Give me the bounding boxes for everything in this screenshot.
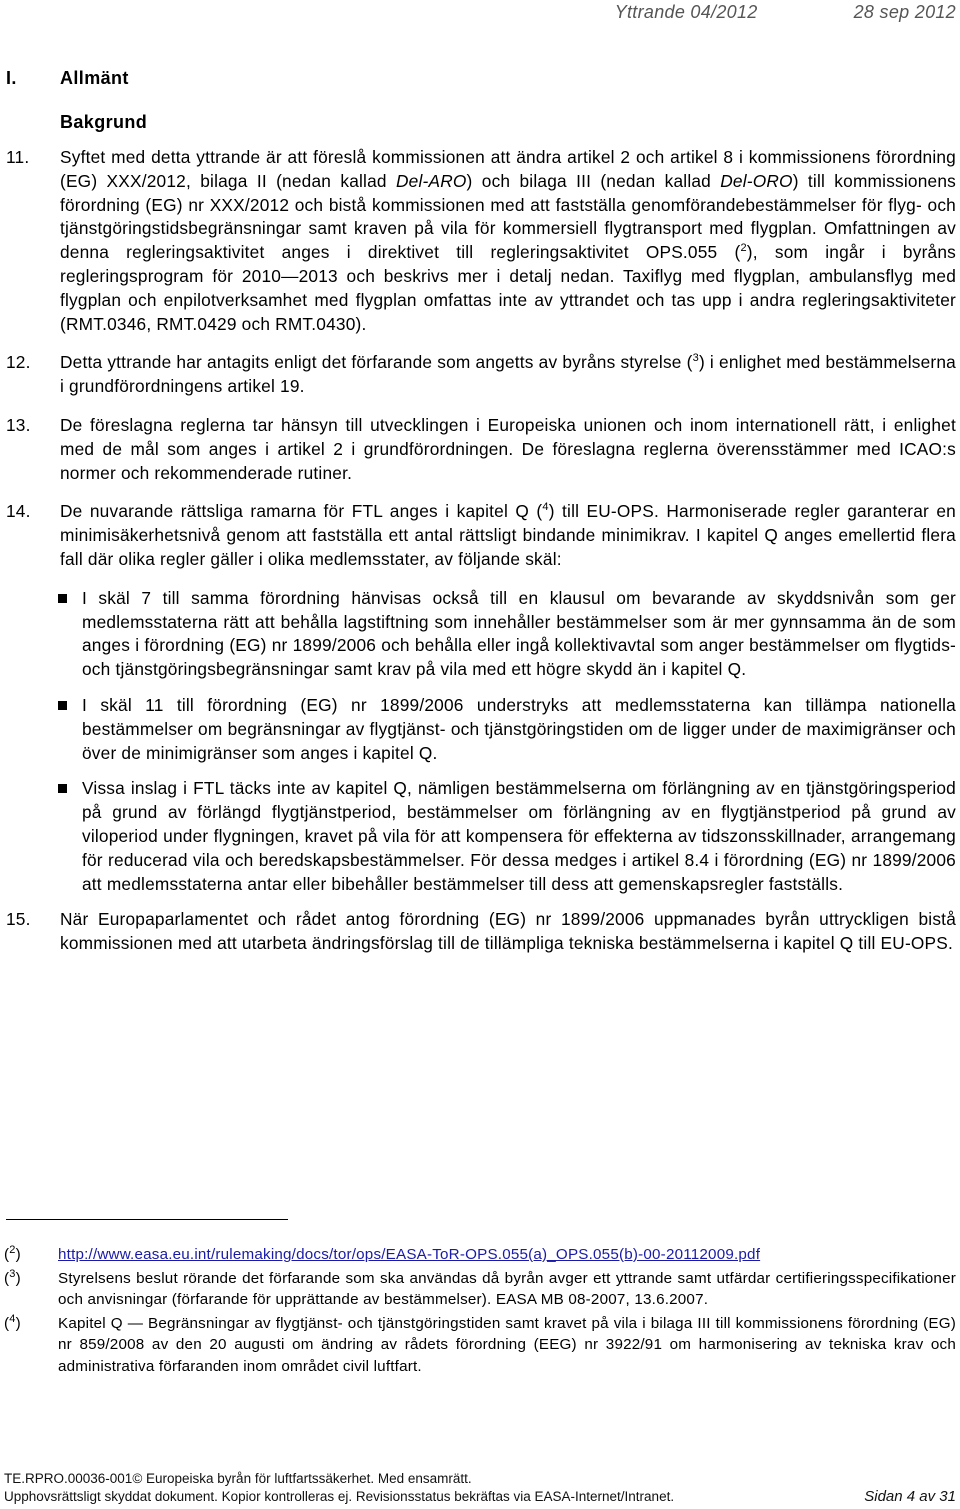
- list-item-text: Vissa inslag i FTL täcks inte av kapitel Q, nämligen bestämmelserna om förlängning av en tjänstgöringsperiod på grund av förlängd flygtjänstperiod, bestämmelser om förlängning av en flygtjänstperiod på grund av viloperiod under flygningen, kravet på vila för att kompensera för effekterna av tidszonsskillnader, arrangemang för reducerad vila och beredskapsbestämmelser. För dessa medges i artikel 8.4 i förordning (EG) nr 1899/2006 att medlemsstaterna antar eller bibehåller bestämmelser till dess att gemenskapsregler fastställs.: [82, 778, 956, 894]
- subsection-heading: Bakgrund: [60, 112, 148, 132]
- page-header: [400, 2, 956, 28]
- text-run: ) och bilaga III (nedan kallad: [466, 170, 721, 191]
- text-run: När Europaparlamentet och rådet antog förordning (EG) nr 1899/2006 uppmanades byrån uttryckligen bistå kommissionen med att utarbeta ändringsförslag till de tillämpliga tekniska bestämmelserna i kapitel Q till EU-OPS.: [60, 909, 956, 954]
- bullet-square-icon: [58, 694, 82, 765]
- footnote-number: ($^2$): [4, 1243, 21, 1263]
- footnote-number: ($^4$): [4, 1312, 21, 1332]
- text-run: De nuvarande rättsliga ramarna för FTL anges i kapitel Q (: [60, 501, 543, 522]
- footnote-text: Styrelsens beslut rörande det förfarande som ska användas då byrån avger ett yttrande samt utfärdar certifieringsspecifikationer och anvisningar (förfarande för upprättande av bestämmelser). EASA MB 08-2007, 13.6.2007.: [58, 1269, 956, 1308]
- list-item-text: I skäl 11 till förordning (EG) nr 1899/2006 understryks att medlemsstaterna kan tillämpa nationella bestämmelser om begränsningar av flygtjänst- och tjänstgöringstiden om de ligger under de maximigränser och över de minimigränser som anges i kapitel Q.: [82, 694, 956, 763]
- document-number: Yttrande 04/2012: [614, 2, 758, 22]
- text-run: Detta yttrande har antagits enligt det förfarande som angetts av byråns styrelse (: [60, 352, 693, 373]
- footnote-text: [58, 1244, 956, 1266]
- italic-term: Del-ARO: [396, 170, 467, 191]
- page-number: Sidan 4 av 31: [864, 1488, 956, 1505]
- list-item: [58, 777, 956, 896]
- list-item: [58, 694, 956, 765]
- paragraph-text: [60, 500, 956, 571]
- document-body: [4, 146, 956, 971]
- footnote-ref[interactable]: 4: [542, 501, 549, 514]
- footnote-divider: [6, 1219, 288, 1220]
- list-item-text: I skäl 7 till samma förordning hänvisas också till en klausul om bevarande av skyddsnivån som ger medlemsstaterna rätt att behålla lagstiftning som innehåller bestämmelser som är mer gynnsamma än de som anges i förordning (EG) nr 1899/2006 och behålla eller ingå kollektivavtal som anger bestämmelser om flygtids- och tjänstgöringsbegränsningar samt krav på vila med ett högre skydd än i kapitel Q.: [82, 587, 956, 680]
- bullet-square-icon: [58, 587, 82, 682]
- footnote-ref[interactable]: 2: [740, 242, 747, 255]
- document-status-line: Upphovsrättsligt skyddat dokument. Kopior kontrolleras ej. Revisionsstatus bekräftas via EASA-Internet/Intranet.: [4, 1489, 675, 1504]
- bullet-list: [58, 587, 956, 897]
- footnote-number: ($^3$): [4, 1267, 21, 1287]
- footnote-number-value: 3: [9, 1267, 16, 1280]
- paragraph-text: [60, 351, 956, 399]
- footnotes: [4, 1244, 956, 1379]
- paragraph-text: [60, 146, 956, 336]
- footnote-number-value: 4: [9, 1312, 16, 1325]
- footnote: [4, 1268, 956, 1311]
- text-run: ) till kommissionens förordning (EG) nr XXX/2012 och bistå kommissionen med att fastställa genomförandebestämmelser för flyg- och tjänstgöringstidsbegränsningar samt kraven på vila för kommersiell flygtransport med flygplan. Omfattningen av denna regleringsaktivitet anges i direktivet till regleringsaktivitet OPS.055 (: [60, 170, 956, 263]
- footnote-link[interactable]: http://www.easa.eu.int/rulemaking/docs/tor/ops/EASA-ToR-OPS.055(a)_OPS.055(b)-00-20112009.pdf: [58, 1246, 761, 1263]
- page-footer: [4, 1470, 956, 1506]
- text-run: ) till EU-OPS. Harmoniserade regler garanterar en minimisäkerhetsnivå genom att fastställa ett antal rättsligt bindande minimikrav. I kapitel Q anges emellertid flera fall där olika regler gäller i olika medlemsstater, av följande skäl:: [60, 501, 956, 569]
- footnote-number-value: 2: [9, 1243, 16, 1256]
- paragraph-14: [4, 500, 956, 571]
- document-date: 28 sep 2012: [853, 2, 956, 22]
- copyright-line: TE.RPRO.00036-001© Europeiska byrån för luftfartssäkerhet. Med ensamrätt.: [4, 1471, 472, 1486]
- footnote-ref[interactable]: 3: [692, 352, 699, 365]
- footnote: [4, 1244, 956, 1266]
- paragraph-15: [4, 908, 956, 956]
- text-run: ), som ingår i byråns regleringsprogram för 2010—2013 och beskrivs mer i detalj nedan. Taxiflyg med flygplan, ambulansflyg med flygplan och enpilotverksamhet med flygplan omfattas inte av yttrandet och tas upp i andra regleringsaktiviteter (RMT.0346, RMT.0429 och RMT.0430).: [60, 242, 957, 334]
- paragraph-number: 11.: [6, 147, 30, 167]
- bullet-square-icon: [58, 777, 82, 896]
- footnote: [4, 1313, 956, 1378]
- text-run: ) i enlighet med bestämmelserna i grundförordningens artikel 19.: [60, 352, 956, 397]
- paragraph-11: [4, 146, 956, 336]
- paragraph-13: [4, 414, 956, 485]
- paragraph-12: [4, 351, 956, 399]
- list-item: [58, 587, 956, 682]
- paragraph-number: 12.: [6, 352, 31, 373]
- paragraph-number: 15.: [6, 909, 31, 930]
- section-heading: [6, 68, 129, 89]
- text-run: Syftet med detta yttrande är att föreslå kommissionen att ändra artikel 2 och artikel 8 i kommissionens förordning (EG) XXX/2012, bilaga II (nedan kallad: [60, 147, 956, 191]
- italic-term: Del-ORO: [720, 170, 793, 191]
- paragraph-number: 13.: [6, 414, 31, 435]
- section-title: Allmänt: [60, 68, 129, 88]
- paragraph-number: 14.: [6, 501, 31, 522]
- paragraph-text: [60, 414, 956, 485]
- section-number: I.: [6, 68, 17, 88]
- footnote-text: Kapitel Q — Begränsningar av flygtjänst- och tjänstgöringstiden samt kravet på vila i bilaga III till kommissionens förordning (EG) nr 859/2008 av den 20 augusti om ändring av rådets förordning (EEG) nr 3922/91 om harmonisering av tekniska krav och administrativa förfaranden inom området civil luftfart.: [58, 1314, 956, 1375]
- text-run: De föreslagna reglerna tar hänsyn till utvecklingen i Europeiska unionen och inom internationell rätt, i enlighet med de mål som anges i artikel 2 i grundförordningen. De föreslagna reglerna överensstämmer med ICAO:s normer och rekommenderade rutiner.: [60, 414, 956, 483]
- paragraph-text: [60, 908, 956, 956]
